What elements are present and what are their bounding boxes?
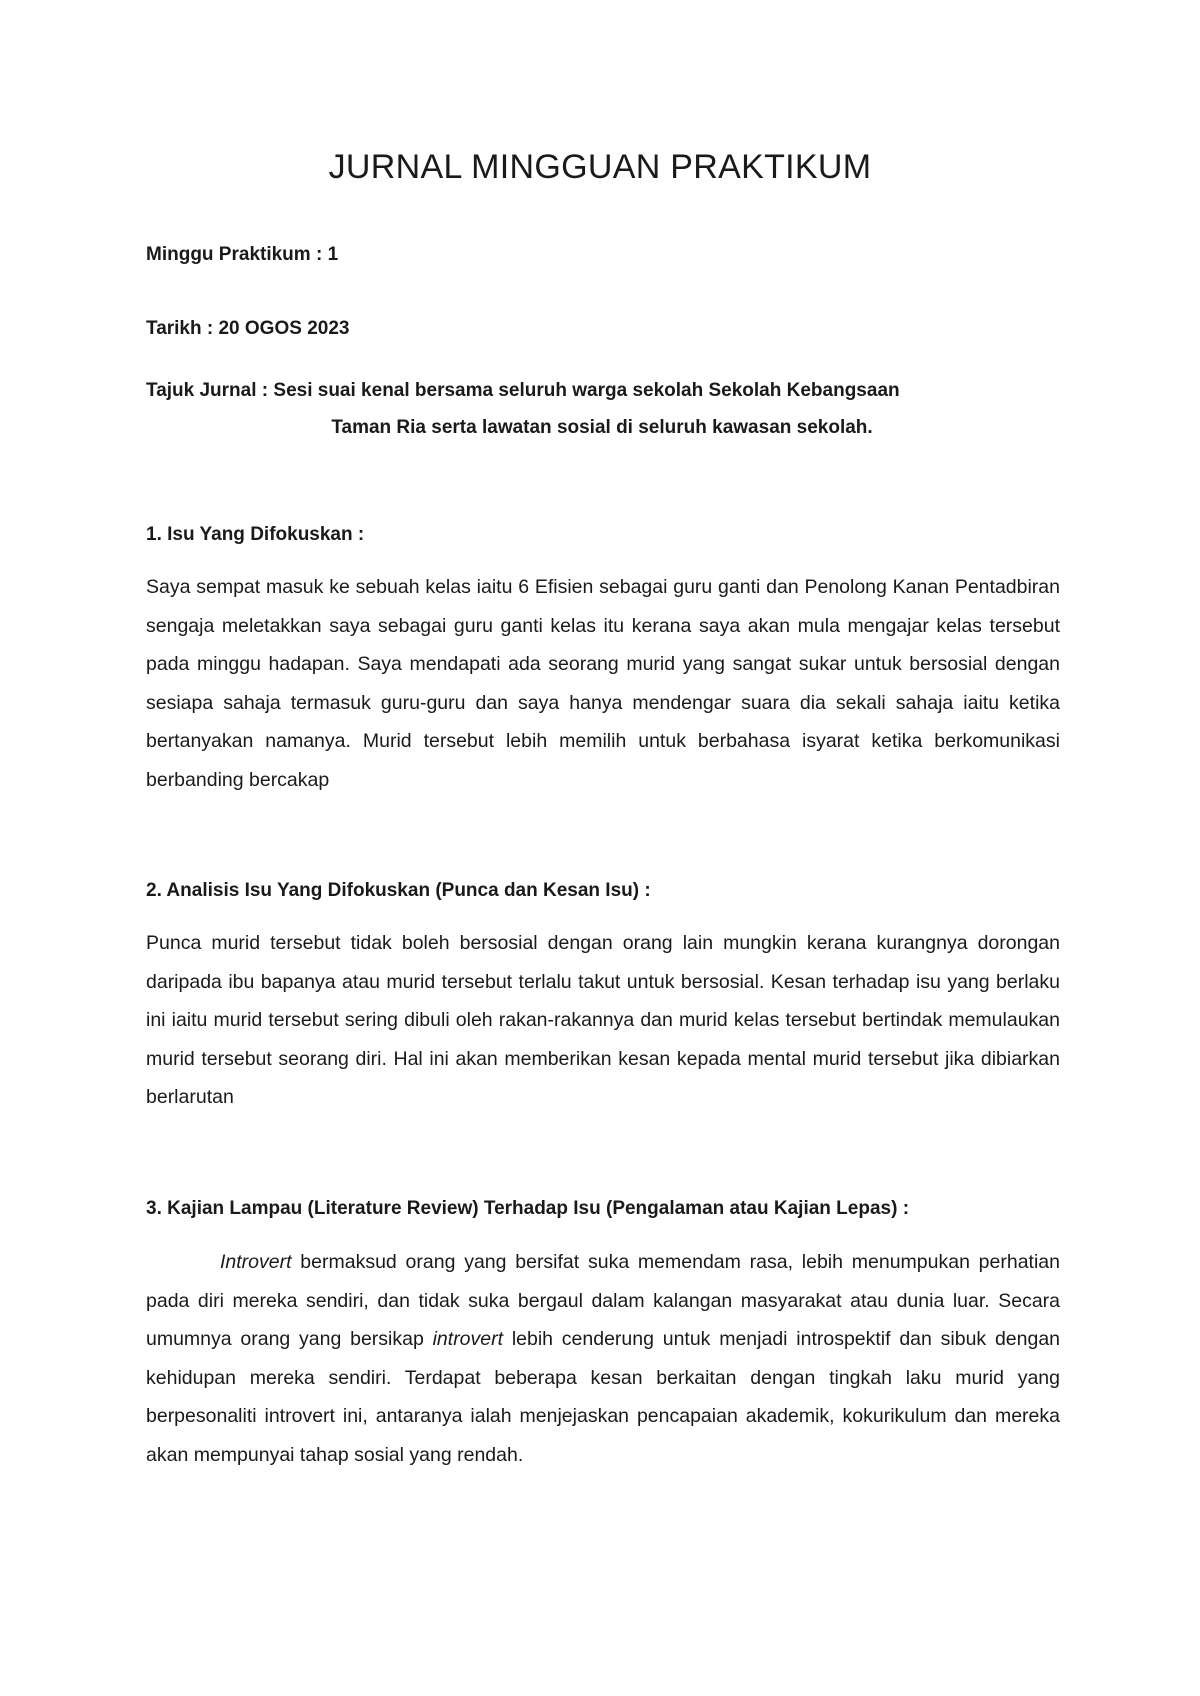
minggu-praktikum: Minggu Praktikum : 1 — [146, 244, 339, 265]
section-2-heading: 2. Analisis Isu Yang Difokuskan (Punca dan Kesan Isu) : — [146, 880, 651, 901]
page-title: JURNAL MINGGUAN PRAKTIKUM — [328, 148, 872, 186]
tajuk-jurnal-line1: Tajuk Jurnal : Sesi suai kenal bersama seluruh warga sekolah Sekolah Kebangsaan — [146, 380, 900, 401]
section-3-heading: 3. Kajian Lampau (Literature Review) Terhadap Isu (Pengalaman atau Kajian Lepas) : — [146, 1198, 910, 1219]
section-3-text-2: lebih cenderung untuk menjadi introspektif dan sibuk dengan kehidupan mereka sendiri. Terdapat beberapa kesan berkaitan dengan tingkah laku murid yang berpesonaliti introvert ini, antaranya ialah menjejaskan pencapaian akademik, kokurikulum dan mereka akan mempunyai tahap sosial yang rendah. — [146, 1328, 1061, 1466]
section-3-text-1: bermaksud orang yang bersifat suka memendam rasa, lebih menumpukan perhatian pada diri mereka sendiri, dan tidak suka bergaul dalam kalangan masyarakat atau dunia luar. Secara umumnya orang yang bersikap — [146, 1251, 1060, 1350]
section-3-body — [146, 1243, 1060, 1474]
section-1-heading: 1. Isu Yang Difokuskan : — [146, 524, 365, 545]
tajuk-jurnal-line2: Taman Ria serta lawatan sosial di seluruh kawasan sekolah. — [331, 417, 873, 438]
introvert-term: Introvert — [220, 1251, 292, 1273]
section-2-body: Punca murid tersebut tidak boleh bersosial dengan orang lain mungkin kerana kurangnya dorongan daripada ibu bapanya atau murid tersebut terlalu takut untuk bersosial. Kesan terhadap isu yang berlaku ini iaitu murid tersebut sering dibuli oleh rakan-rakannya dan murid kelas tersebut bertindak memulaukan murid tersebut seorang diri. Hal ini akan memberikan kesan kepada mental murid tersebut jika dibiarkan berlarutan — [146, 932, 1060, 1108]
introvert-term-2: introvert — [432, 1328, 504, 1350]
tajuk-jurnal — [146, 372, 1058, 446]
section-1-body: Saya sempat masuk ke sebuah kelas iaitu 6 Efisien sebagai guru ganti dan Penolong Kanan Pentadbiran sengaja meletakkan saya sebagai guru ganti kelas itu kerana saya akan mula mengajar kelas tersebut pada minggu hadapan. Saya mendapati ada seorang murid yang sangat sukar untuk bersosial dengan sesiapa sahaja termasuk guru-guru dan saya hanya mendengar suara dia sekali sahaja iaitu ketika bertanyakan namanya. Murid tersebut lebih memilih untuk berbahasa isyarat ketika berkomunikasi berbanding bercakap — [146, 576, 1060, 791]
tarikh: Tarikh : 20 OGOS 2023 — [146, 318, 350, 339]
